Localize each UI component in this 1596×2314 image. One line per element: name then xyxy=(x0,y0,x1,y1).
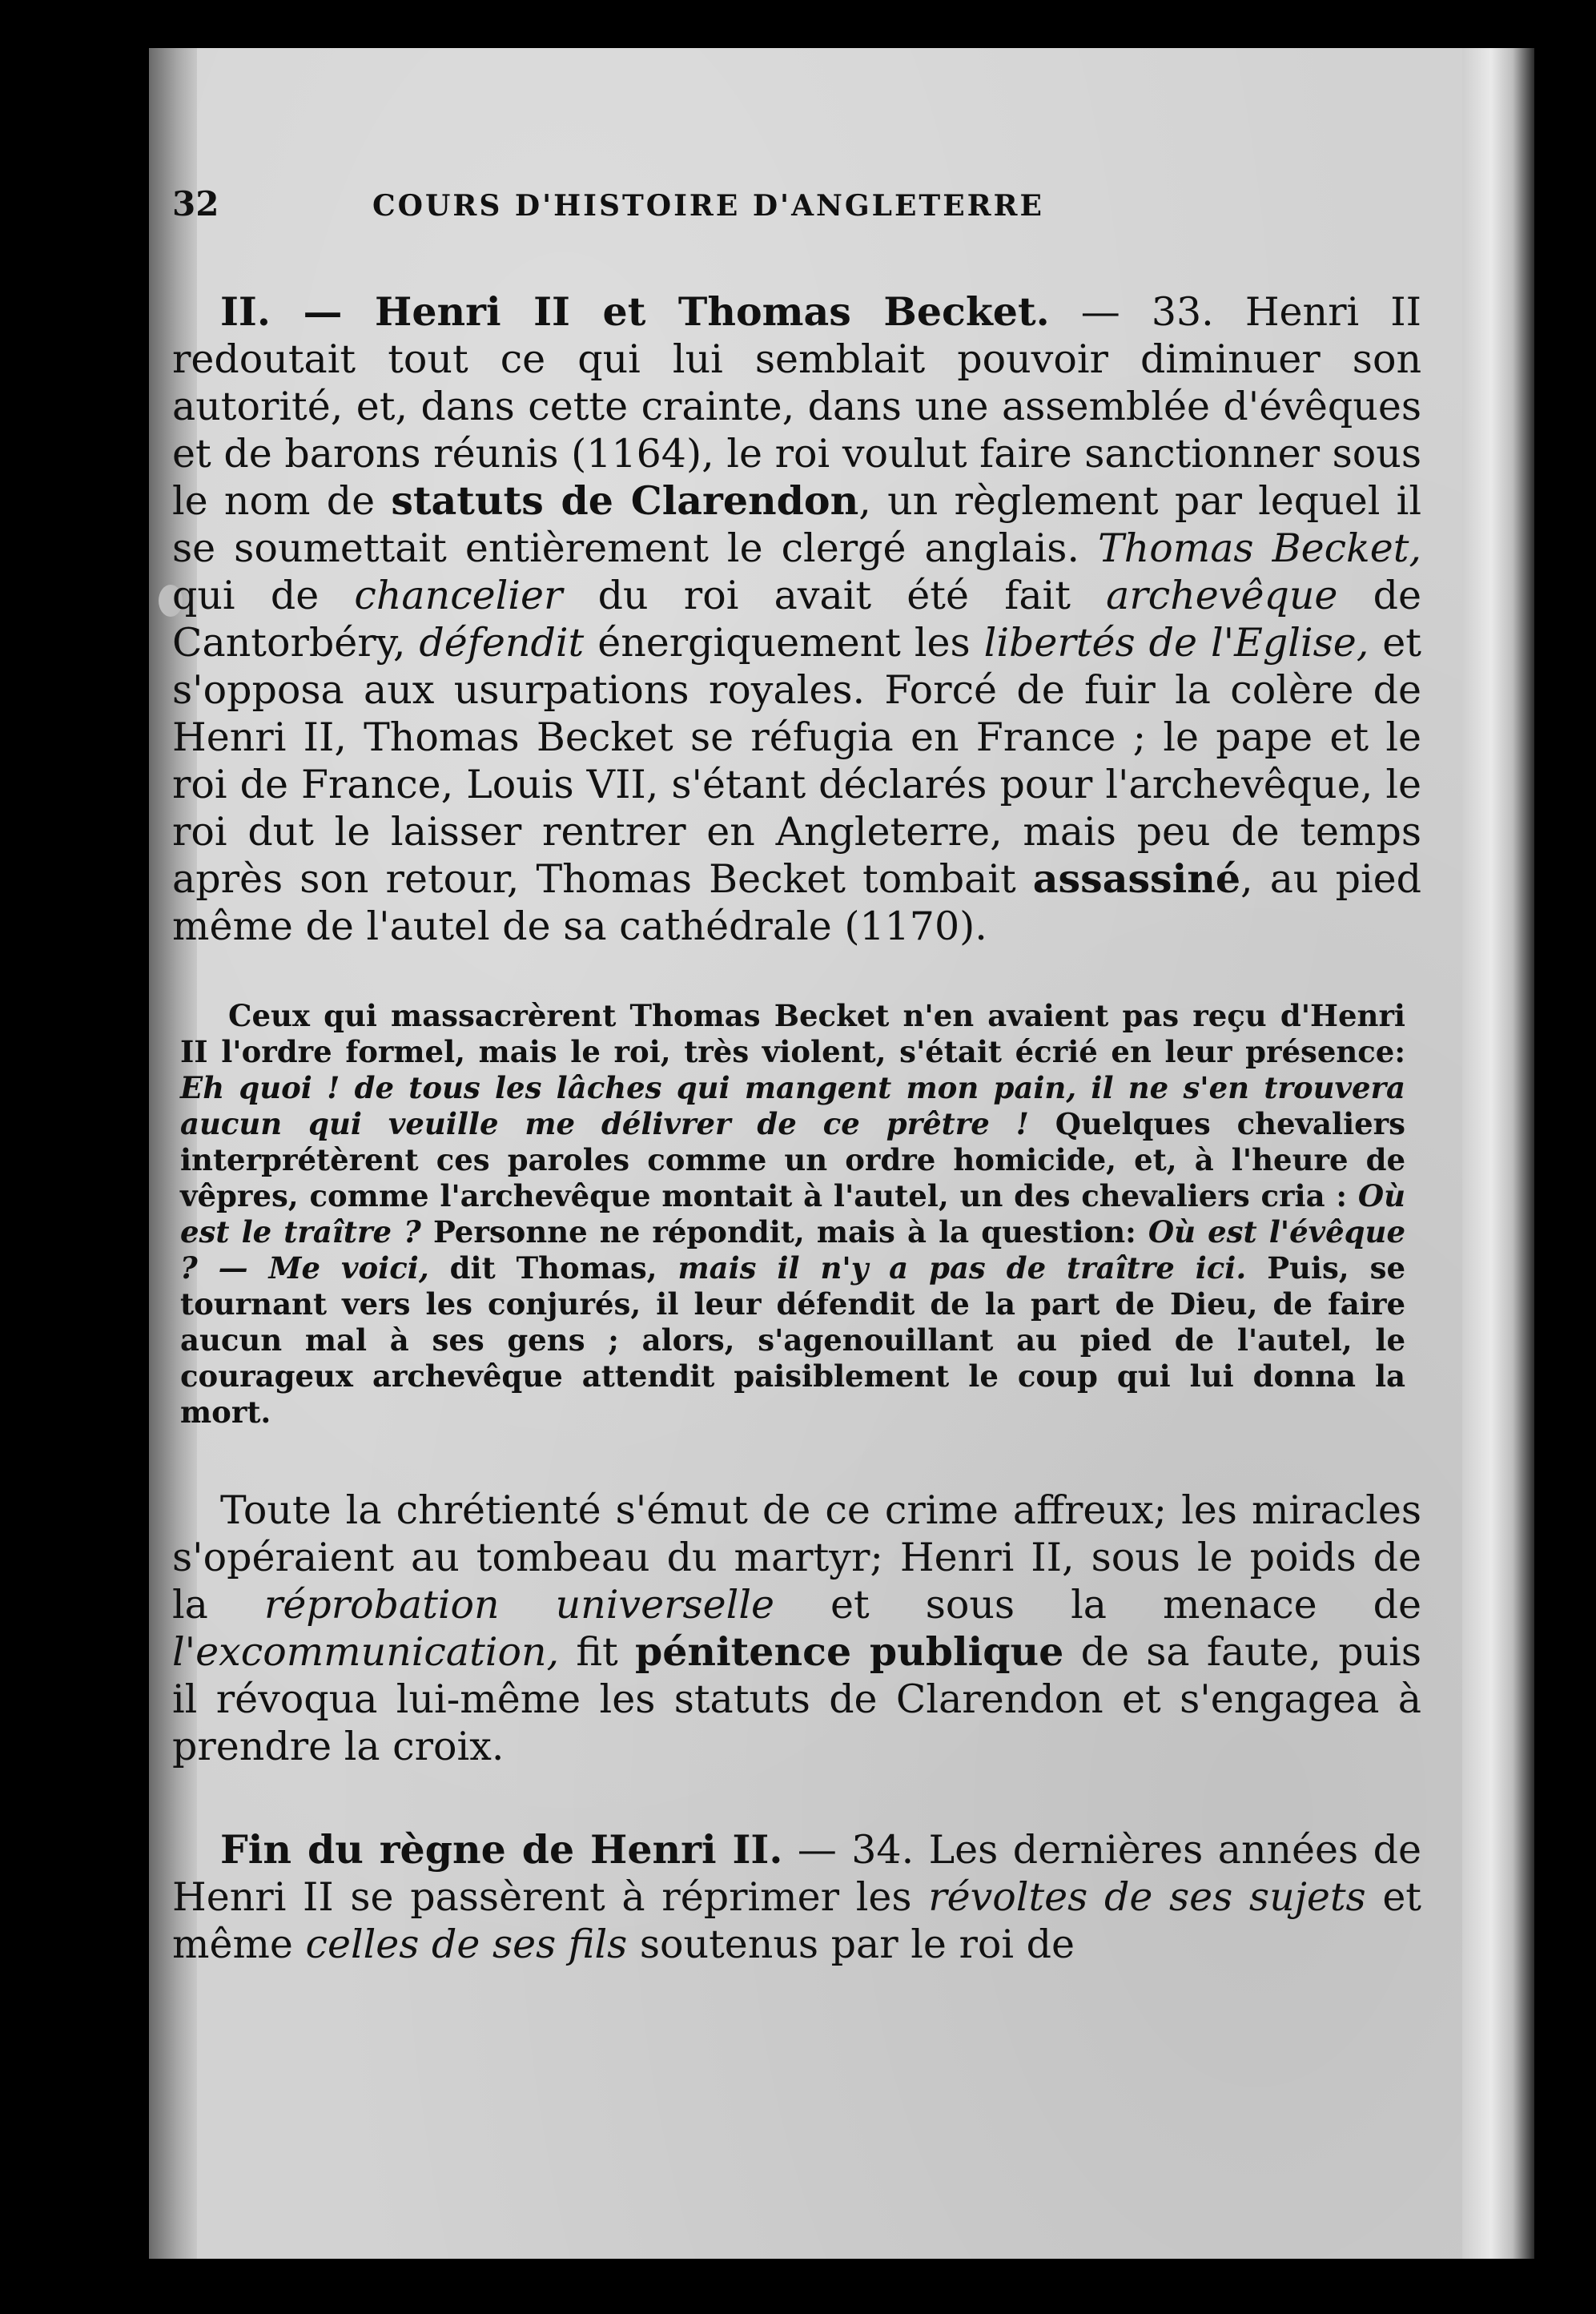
italic-quote: mais il n'y a pas de traître ici. xyxy=(677,1250,1247,1286)
text-run: dit Thomas, xyxy=(428,1250,678,1286)
italic-term: celles de ses fils xyxy=(305,1922,628,1967)
section-number: — 33. xyxy=(1049,289,1245,335)
page-content xyxy=(172,184,1421,1968)
section-fin-du-regne xyxy=(172,1826,1421,1968)
text-run: Toute la chrétienté s'émut de ce crime affreux; les miracles s'opéraient au tombeau du martyr; Henri II, sous le poids de la xyxy=(172,1487,1421,1628)
bold-term: pénitence publique xyxy=(635,1628,1064,1675)
page-number: 32 xyxy=(172,184,219,223)
text-run: Ceux qui massacrèrent Thomas Becket n'en avaient pas reçu d'Henri II l'ordre formel, mais le roi, très violent, s'était écrié en leur présence: xyxy=(180,998,1405,1069)
text-run: de sa faute, puis il révoqua lui-même les statuts de Clarendon et s'engagea à prendre la croix. xyxy=(172,1629,1421,1769)
italic-term: libertés de l'Eglise, xyxy=(983,620,1369,666)
text-run: et s'opposa aux usurpations royales. Forcé de fuir la colère de Henri II, Thomas Becket se réfugia en France ; le pape et le roi de France, Louis VII, s'étant déclarés pour l'archevêque, le roi dut le laisser rentrer en Angleterre, mais peu de temps après son retour, Thomas Becket tombait xyxy=(172,620,1421,902)
text-run: Henri II redoutait tout ce qui lui semblait pouvoir diminuer son autorité, et, dans cette crainte, dans une assemblée d'évêques et de barons réunis (1164), le roi voulut faire sanctionner sous le nom de xyxy=(172,289,1422,524)
section-heading: II. — Henri II et Thomas Becket. xyxy=(220,288,1050,335)
text-run: du roi avait été fait xyxy=(562,573,1107,618)
text-run: qui de xyxy=(172,573,355,618)
paragraph-chretiente xyxy=(172,1487,1421,1770)
italic-quote: Où est le traître ? xyxy=(180,1178,1405,1250)
text-run: Quelques chevaliers interprétèrent ces paroles comme un ordre homicide, et, à l'heure de vêpres, comme l'archevêque montait à l'autel, un des chevaliers cria : xyxy=(180,1106,1405,1213)
italic-term: Thomas Becket, xyxy=(1098,525,1422,571)
text-run: énergiquement les xyxy=(584,620,984,666)
text-run: Puis, se tournant vers les conjurés, il leur défendit de la part de Dieu, de faire aucun mal à ses gens ; alors, s'agenouillant au pied de l'autel, le courageux archevêque attendit paisiblement le coup qui lui donna la mort. xyxy=(180,1250,1405,1430)
text-run: Les dernières années de Henri II se passèrent à réprimer les xyxy=(172,1827,1421,1920)
italic-quote: Eh quoi ! de tous les lâches qui mangent mon pain, il ne s'en trouvera aucun qui veuille me délivrer de ce prêtre ! xyxy=(180,1070,1405,1141)
text-run: , au pied même de l'autel de sa cathédrale (1170). xyxy=(172,856,1421,949)
italic-term: réprobation universelle xyxy=(263,1582,775,1628)
italic-term: défendit xyxy=(419,620,585,666)
text-run: et sous la menace de xyxy=(774,1582,1422,1628)
section-heading: Fin du règne de Henri II. xyxy=(220,1826,783,1873)
text-run: Personne ne répondit, mais à la question: xyxy=(420,1214,1148,1250)
text-run: et même xyxy=(172,1874,1422,1967)
note-paragraph xyxy=(172,998,1421,1431)
section-henri-ii-becket xyxy=(172,288,1421,950)
section-number: — 34. xyxy=(782,1827,929,1873)
italic-quote: Où est l'évêque ? — Me voici, xyxy=(180,1214,1405,1286)
italic-term: l'excommunication, xyxy=(172,1629,560,1675)
text-run: , un règlement par lequel il se soumettait entièrement le clergé anglais. xyxy=(172,478,1421,571)
running-title: COURS D'HISTOIRE D'ANGLETERRE xyxy=(372,189,1044,223)
page-header xyxy=(172,184,1421,248)
italic-term: révoltes de ses sujets xyxy=(928,1874,1366,1920)
bold-term: statuts de Clarendon xyxy=(391,477,859,524)
text-run: de Cantorbéry, xyxy=(172,573,1421,666)
bold-term: assassiné xyxy=(1032,855,1241,902)
page-edge xyxy=(1462,48,1534,2259)
italic-term: archevêque xyxy=(1106,573,1338,618)
text-run: fit xyxy=(559,1629,635,1675)
text-run: soutenus par le roi de xyxy=(627,1922,1075,1967)
italic-term: chancelier xyxy=(354,573,563,618)
